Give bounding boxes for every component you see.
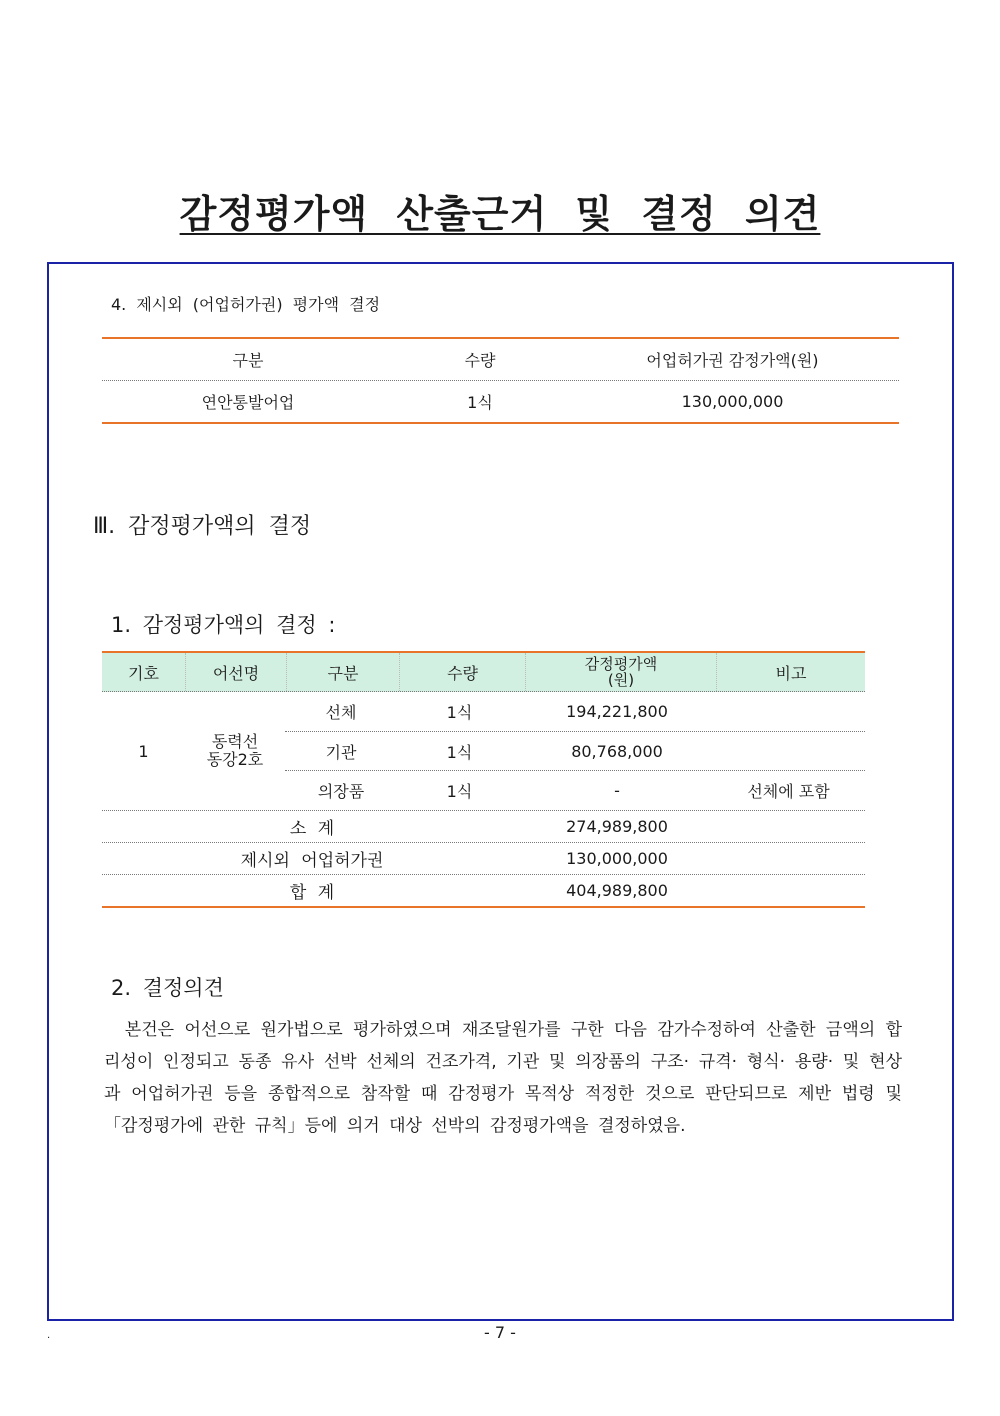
ship-group bbox=[102, 692, 865, 811]
page-number: - 7 - bbox=[484, 1323, 516, 1342]
ship-components bbox=[285, 692, 865, 810]
appraisal-table-header bbox=[102, 651, 865, 692]
cell-quantity: 1식 bbox=[446, 782, 473, 802]
cell-amount: - bbox=[614, 781, 620, 801]
appraisal-table bbox=[102, 651, 865, 908]
opinion-paragraph bbox=[104, 1014, 902, 1142]
license-total-label: 제시외 어업허가권 bbox=[240, 851, 384, 871]
table-row bbox=[285, 692, 865, 732]
header-quantity: 수량 bbox=[464, 351, 496, 370]
ship-name-line1: 동력선 bbox=[211, 732, 259, 751]
cell-amount: 194,221,800 bbox=[566, 701, 668, 721]
license-total-row bbox=[102, 843, 865, 875]
header-license-value: 어업허가권 감정가액(원) bbox=[646, 351, 819, 370]
header-category: 구분 bbox=[232, 351, 264, 370]
corner-mark: . bbox=[47, 1330, 51, 1341]
subsection-2-heading: 2. 결정의견 bbox=[111, 976, 224, 1000]
header-symbol: 기호 bbox=[102, 653, 186, 691]
cell-category: 기관 bbox=[325, 742, 357, 762]
cell-license-value: 130,000,000 bbox=[681, 392, 784, 411]
cell-quantity: 1식 bbox=[446, 742, 473, 762]
cell-ship-name bbox=[185, 692, 285, 810]
section-3-heading: Ⅲ. 감정평가액의 결정 bbox=[93, 514, 312, 539]
cell-quantity: 1식 bbox=[467, 393, 493, 412]
subtotal-label: 소 계 bbox=[289, 819, 335, 839]
section-4-heading: 4. 제시외 (어업허가권) 평가액 결정 bbox=[111, 295, 381, 314]
cell-note: 선체에 포함 bbox=[747, 782, 830, 802]
opinion-text: 본건은 어선으로 원가법으로 평가하였으며 재조달원가를 구한 다음 감가수정하여 산출한 금액의 합리성이 인정되고 동종 유사 선박 선체의 건조가격, 기관 및 의장품의 구조· 규격· 형식· 용량· 및 현상과 어업허가권 등을 종합적으로 참작할 때 감정평가 목적상 적정한 것으로 판단되므로 제반 법령 및「감정평가에 관한 규칙」등에 의거 대상 선박의 감정평가액을 결정하였음. bbox=[104, 1020, 903, 1136]
cell-symbol: 1 bbox=[138, 741, 149, 761]
content-frame bbox=[47, 262, 954, 1321]
table-row bbox=[285, 732, 865, 772]
table-row bbox=[102, 381, 899, 424]
header-category: 구분 bbox=[287, 653, 400, 691]
header-quantity: 수량 bbox=[400, 653, 526, 691]
subtotal-amount: 274,989,800 bbox=[566, 817, 668, 836]
cell-amount: 80,768,000 bbox=[571, 741, 663, 761]
license-table-header bbox=[102, 337, 899, 381]
cell-quantity: 1식 bbox=[446, 702, 473, 722]
cell-category: 의장품 bbox=[317, 782, 365, 802]
header-note: 비고 bbox=[775, 663, 807, 683]
cell-category: 선체 bbox=[325, 702, 357, 722]
header-appraised-value-line1: 감정평가액 bbox=[584, 655, 658, 673]
license-total-amount: 130,000,000 bbox=[566, 849, 668, 868]
license-table bbox=[102, 337, 899, 424]
grand-total-row bbox=[102, 875, 865, 908]
subtotal-row bbox=[102, 811, 865, 843]
table-row bbox=[285, 771, 865, 810]
cell-category: 연안통발어업 bbox=[201, 393, 295, 412]
ship-name-line2: 동강2호 bbox=[206, 750, 264, 769]
grand-total-amount: 404,989,800 bbox=[566, 881, 668, 900]
header-appraised-value-line2: (원) bbox=[607, 671, 635, 689]
page-title: 감정평가액 산출근거 및 결정 의견 bbox=[179, 192, 821, 236]
header-appraised-value bbox=[526, 653, 717, 691]
grand-total-label: 합 계 bbox=[289, 883, 335, 903]
header-ship-name: 어선명 bbox=[186, 653, 287, 691]
subsection-1-heading: 1. 감정평가액의 결정 : bbox=[111, 613, 336, 637]
